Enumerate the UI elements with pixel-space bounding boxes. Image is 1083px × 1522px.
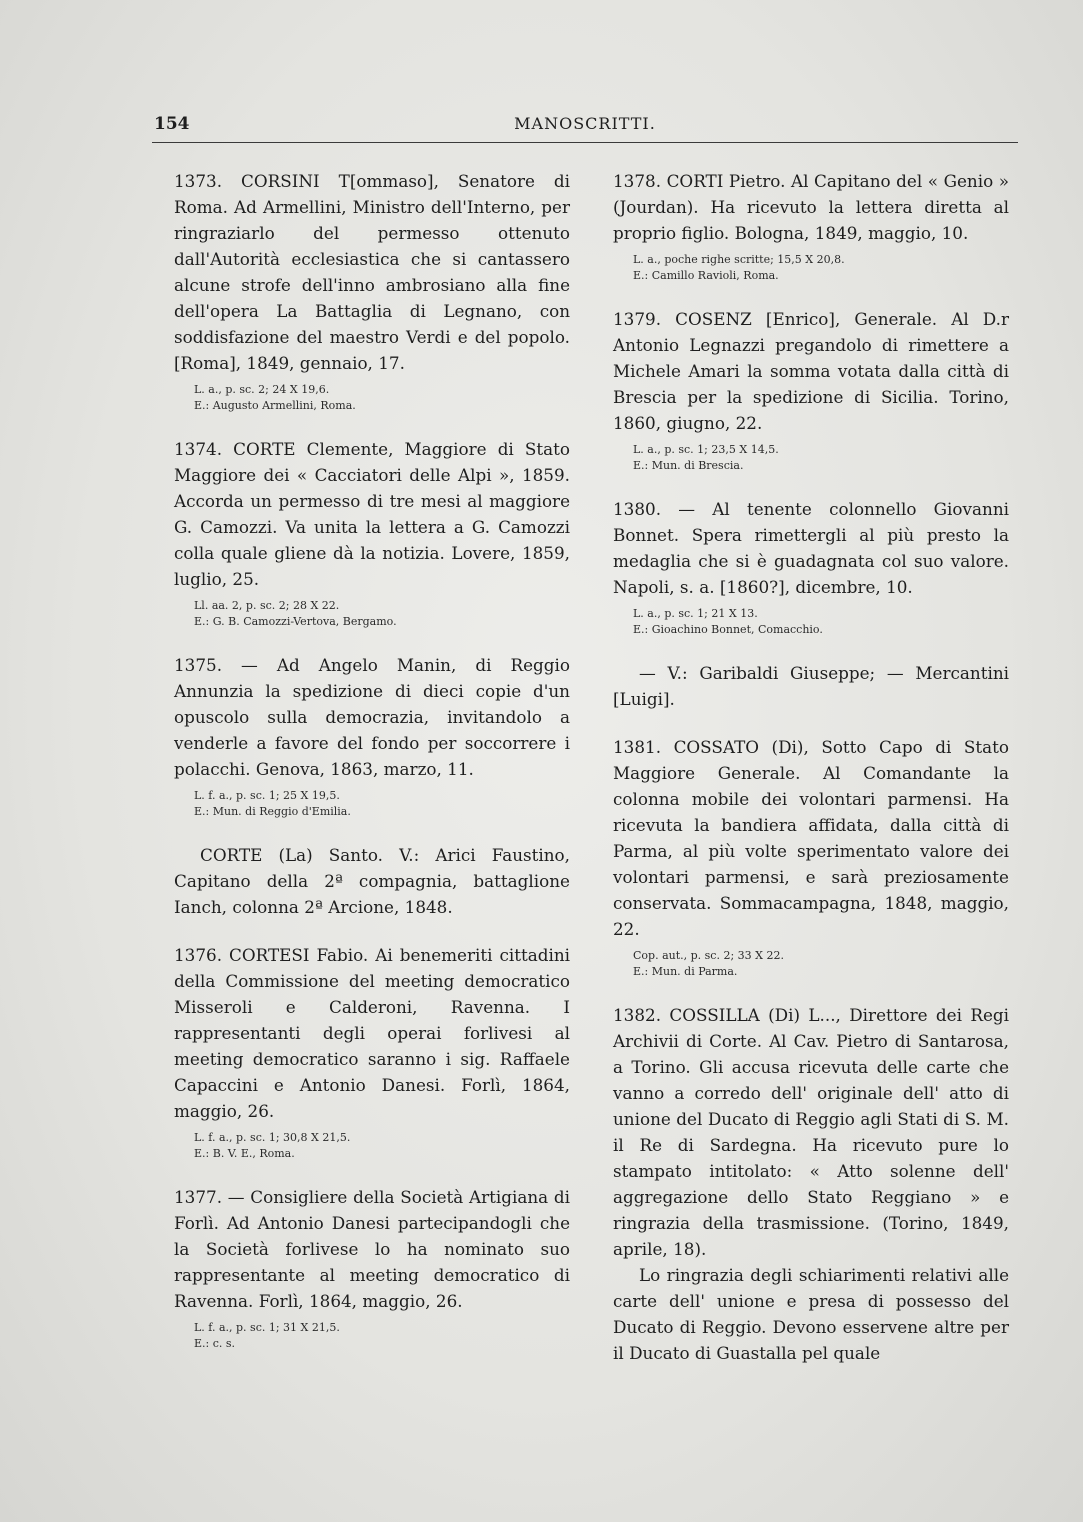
entry-text: 1382. COSSILLA (Di) L..., Direttore dei Regi Archivii di Corte. Al Cav. Pietro di Santarosa, a Torino. Gli accusa ricevuta delle carte che vanno a corredo dell' originale dell' atto di unione del Ducato di Reggio agli Stati di S. M. il Re di Sardegna. Ha ricevuto pure lo stampato intitolato: « Atto solenne dell' aggregazione dello Stato Reggiano » e ringrazia della trasmissione. (Torino, 1849, aprile, 18). bbox=[613, 1005, 1009, 1259]
note-physical: L. a., p. sc. 2; 24 X 19,6. bbox=[194, 383, 330, 396]
right-column bbox=[613, 168, 1009, 1388]
note-owner: E.: Mun. di Brescia. bbox=[633, 459, 744, 472]
entry-text: 1377. — Consigliere della Società Artigiana di Forlì. Ad Antonio Danesi partecipandogli che la Società forlivese lo ha nominato suo rappresentante al meeting democratico di Ravenna. Forlì, 1864, maggio, 26. bbox=[174, 1187, 570, 1311]
entry-text: 1379. COSENZ [Enrico], Generale. Al D.r Antonio Legnazzi pregandolo di rimettere a Michele Amari la somma votata dalla città di Brescia per la spedizione di Sicilia. Torino, 1860, giugno, 22. bbox=[613, 309, 1009, 433]
note-owner: E.: Camillo Ravioli, Roma. bbox=[633, 269, 779, 282]
entry-1381 bbox=[613, 734, 1009, 980]
entry-text: 1381. COSSATO (Di), Sotto Capo di Stato Maggiore Generale. Al Comandante la colonna mobile dei volontari parmensi. Ha ricevuta la bandiera affidata, dalla città di Parma, al più volte sperimentato valore dei volontari parmensi, e sarà preziosamente conservata. Sommacampagna, 1848, maggio, 22. bbox=[613, 737, 1009, 939]
page-header bbox=[152, 112, 1018, 143]
entry-note bbox=[174, 788, 570, 820]
note-physical: L. a., p. sc. 1; 21 X 13. bbox=[633, 607, 758, 620]
note-physical: L. f. a., p. sc. 1; 30,8 X 21,5. bbox=[194, 1131, 351, 1144]
entry-1374 bbox=[174, 436, 570, 630]
note-physical: L. f. a., p. sc. 1; 31 X 21,5. bbox=[194, 1321, 340, 1334]
left-column bbox=[174, 168, 570, 1374]
note-owner: E.: Augusto Armellini, Roma. bbox=[194, 399, 356, 412]
entry-1380 bbox=[613, 496, 1009, 638]
entry-1375 bbox=[174, 652, 570, 820]
entry-note bbox=[174, 598, 570, 630]
note-physical: L. f. a., p. sc. 1; 25 X 19,5. bbox=[194, 789, 340, 802]
note-owner: E.: Mun. di Parma. bbox=[633, 965, 738, 978]
entry-note bbox=[174, 1130, 570, 1162]
cross-reference: — V.: Garibaldi Giuseppe; — Mercantini [Luigi]. bbox=[613, 663, 1009, 709]
note-owner: E.: Mun. di Reggio d'Emilia. bbox=[194, 805, 351, 818]
note-physical: L. a., poche righe scritte; 15,5 X 20,8. bbox=[633, 253, 845, 266]
entry-1373 bbox=[174, 168, 570, 414]
note-owner: E.: Gioachino Bonnet, Comacchio. bbox=[633, 623, 823, 636]
entry-text: 1376. CORTESI Fabio. Ai benemeriti cittadini della Commissione del meeting democratico Misseroli e Calderoni, Ravenna. I rappresentanti degli operai forlivesi al meeting democratico saranno i sig. Raffaele Capaccini e Antonio Danesi. Forlì, 1864, maggio, 26. bbox=[174, 945, 570, 1121]
entry-note bbox=[613, 442, 1009, 474]
entry-1378 bbox=[613, 168, 1009, 284]
entry-continuation: Lo ringrazia degli schiarimenti relativi alle carte dell' unione e presa di possesso del Ducato di Reggio. Devono esservene altre per il Ducato di Guastalla pel quale bbox=[613, 1265, 1009, 1363]
entry-text: 1378. CORTI Pietro. Al Capitano del « Genio » (Jourdan). Ha ricevuto la lettera diretta al proprio figlio. Bologna, 1849, maggio, 10. bbox=[613, 171, 1009, 243]
entry-note bbox=[174, 382, 570, 414]
entry-text: 1375. — Ad Angelo Manin, di Reggio Annunzia la spedizione di dieci copie d'un opuscolo sulla democrazia, invitandolo a venderle a favore del fondo per soccorrere i polacchi. Genova, 1863, marzo, 11. bbox=[174, 655, 570, 779]
entry-corte-la bbox=[174, 842, 570, 920]
page-number: 154 bbox=[154, 114, 190, 134]
entry-text: 1373. CORSINI T[ommaso], Senatore di Roma. Ad Armellini, Ministro dell'Interno, per ringraziarlo del permesso ottenuto dall'Autorità ecclesiastica che si cantassero alcune strofe dell'inno ambrosiano alla fine dell'opera La Battaglia di Legnano, con soddisfazione del maestro Verdi e del popolo. [Roma], 1849, gennaio, 17. bbox=[174, 171, 570, 373]
entry-note bbox=[174, 1320, 570, 1352]
entry-1376 bbox=[174, 942, 570, 1162]
entry-note bbox=[613, 948, 1009, 980]
entry-1377 bbox=[174, 1184, 570, 1352]
entry-note bbox=[613, 252, 1009, 284]
entry-text: 1374. CORTE Clemente, Maggiore di Stato Maggiore dei « Cacciatori delle Alpi », 1859. Accorda un permesso di tre mesi al maggiore G. Camozzi. Va unita la lettera a G. Camozzi colla quale gliene dà la notizia. Lovere, 1859, luglio, 25. bbox=[174, 439, 570, 589]
note-owner: E.: c. s. bbox=[194, 1337, 236, 1350]
entry-note bbox=[613, 606, 1009, 638]
note-owner: E.: G. B. Camozzi-Vertova, Bergamo. bbox=[194, 615, 397, 628]
note-physical: Cop. aut., p. sc. 2; 33 X 22. bbox=[633, 949, 784, 962]
cross-reference: CORTE (La) Santo. V.: Arici Faustino, Capitano della 2ª compagnia, battaglione Ianch, colonna 2ª Arcione, 1848. bbox=[174, 845, 570, 917]
entry-1382 bbox=[613, 1002, 1009, 1366]
note-physical: L. a., p. sc. 1; 23,5 X 14,5. bbox=[633, 443, 779, 456]
entry-xref bbox=[613, 660, 1009, 712]
note-physical: Ll. aa. 2, p. sc. 2; 28 X 22. bbox=[194, 599, 340, 612]
entry-text: 1380. — Al tenente colonnello Giovanni Bonnet. Spera rimettergli al più presto la medaglia che si è guadagnata col suo valore. Napoli, s. a. [1860?], dicembre, 10. bbox=[613, 499, 1009, 597]
running-head: MANOSCRITTI. bbox=[514, 114, 656, 133]
entry-1379 bbox=[613, 306, 1009, 474]
note-owner: E.: B. V. E., Roma. bbox=[194, 1147, 295, 1160]
